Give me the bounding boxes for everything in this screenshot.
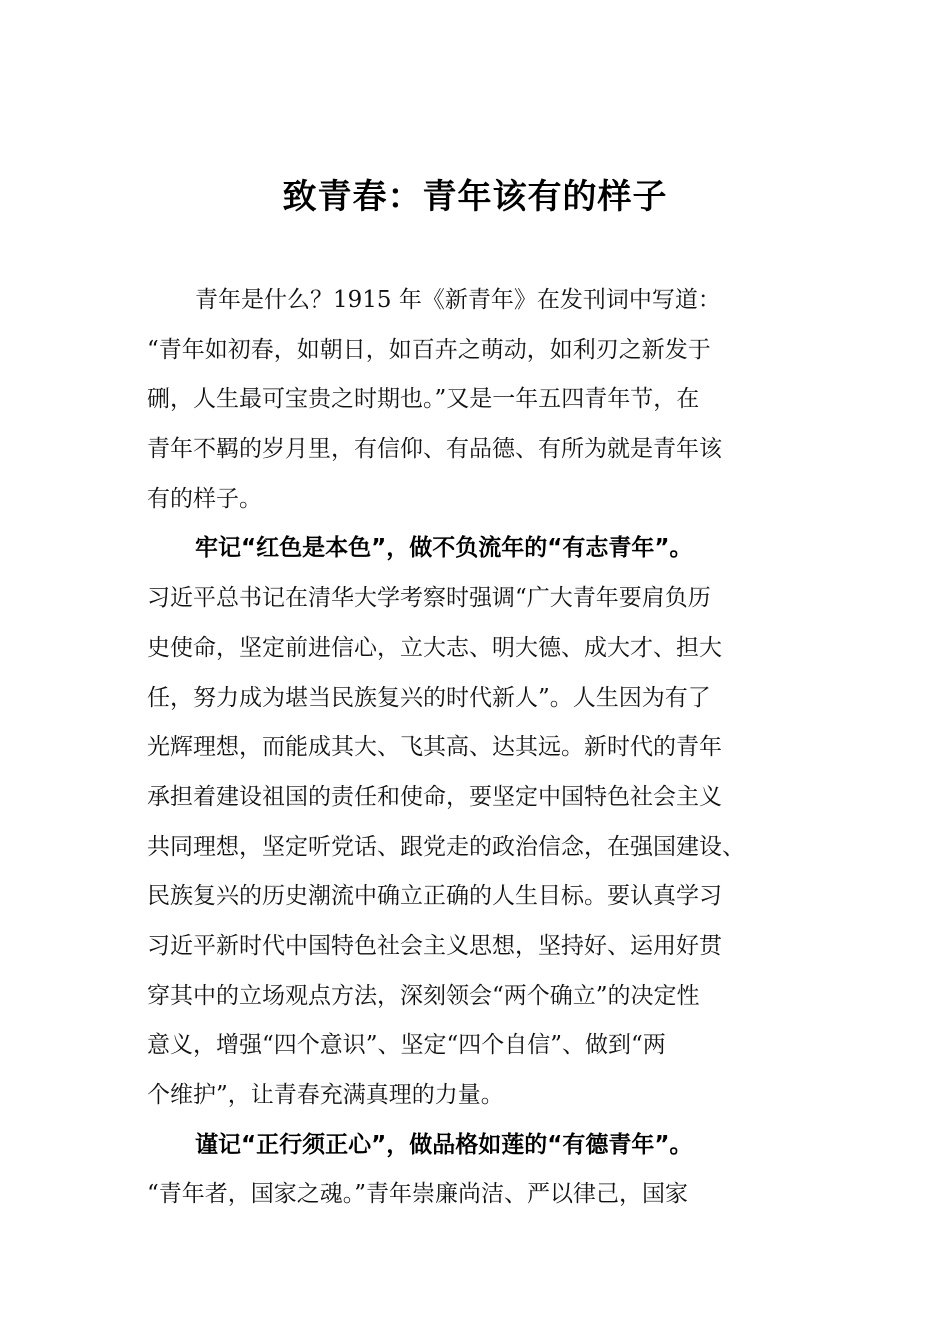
paragraph-1-line-4: 青年不羁的岁月里，有信仰、有品德、有所为就是青年该 <box>147 436 722 463</box>
paragraph-2-line-5: 承担着建设祖国的责任和使命，要坚定中国特色社会主义 <box>147 783 722 810</box>
paragraph-1-line-5: 有的样子。 <box>147 485 262 512</box>
document-body <box>147 276 787 1220</box>
paragraph-1-line-3: 硎，人生最可宝贵之时期也。”又是一年五四青年节，在 <box>147 386 700 413</box>
paragraph-1-line-2: “青年如初春，如朝日，如百卉之萌动，如利刃之新发于 <box>147 336 711 363</box>
paragraph-2-line-3: 任，努力成为堪当民族复兴的时代新人”。人生因为有了 <box>147 684 711 711</box>
paragraph-2-line-2: 史使命，坚定前进信心，立大志、明大德、成大才、担大 <box>147 634 722 661</box>
paragraph-2-line-7: 民族复兴的历史潮流中确立正确的人生目标。要认真学习 <box>147 883 722 910</box>
paragraph-2-line-11: 个维护”，让青春充满真理的力量。 <box>147 1082 504 1108</box>
paragraph-1-line-1: 青年是什么？1915 年《新青年》在发刊词中写道： <box>195 287 721 313</box>
paragraph-3-line-1: “青年者，国家之魂。”青年崇廉尚洁、严以律己，国家 <box>147 1181 689 1208</box>
paragraph-2-line-6: 共同理想，坚定听党话、跟党走的政治信念，在强国建设、 <box>147 833 745 860</box>
paragraph-2-line-8: 习近平新时代中国特色社会主义思想，坚持好、运用好贯 <box>147 932 722 959</box>
paragraph-2-line-4: 光辉理想，而能成其大、飞其高、达其远。新时代的青年 <box>147 734 722 761</box>
document-title: 致青春：青年该有的样子 <box>282 177 668 217</box>
section-heading-1: 牢记“红色是本色”，做不负流年的“有志青年”。 <box>195 535 693 562</box>
paragraph-2-line-10: 意义，增强“四个意识”、坚定“四个自信”、做到“两 <box>147 1032 666 1059</box>
section-heading-2: 谨记“正行须正心”，做品格如莲的“有德青年”。 <box>195 1131 693 1158</box>
paragraph-2-line-1: 习近平总书记在清华大学考察时强调“广大青年要肩负历 <box>147 585 711 612</box>
paragraph-2-line-9: 穿其中的立场观点方法，深刻领会“两个确立”的决定性 <box>147 982 700 1009</box>
